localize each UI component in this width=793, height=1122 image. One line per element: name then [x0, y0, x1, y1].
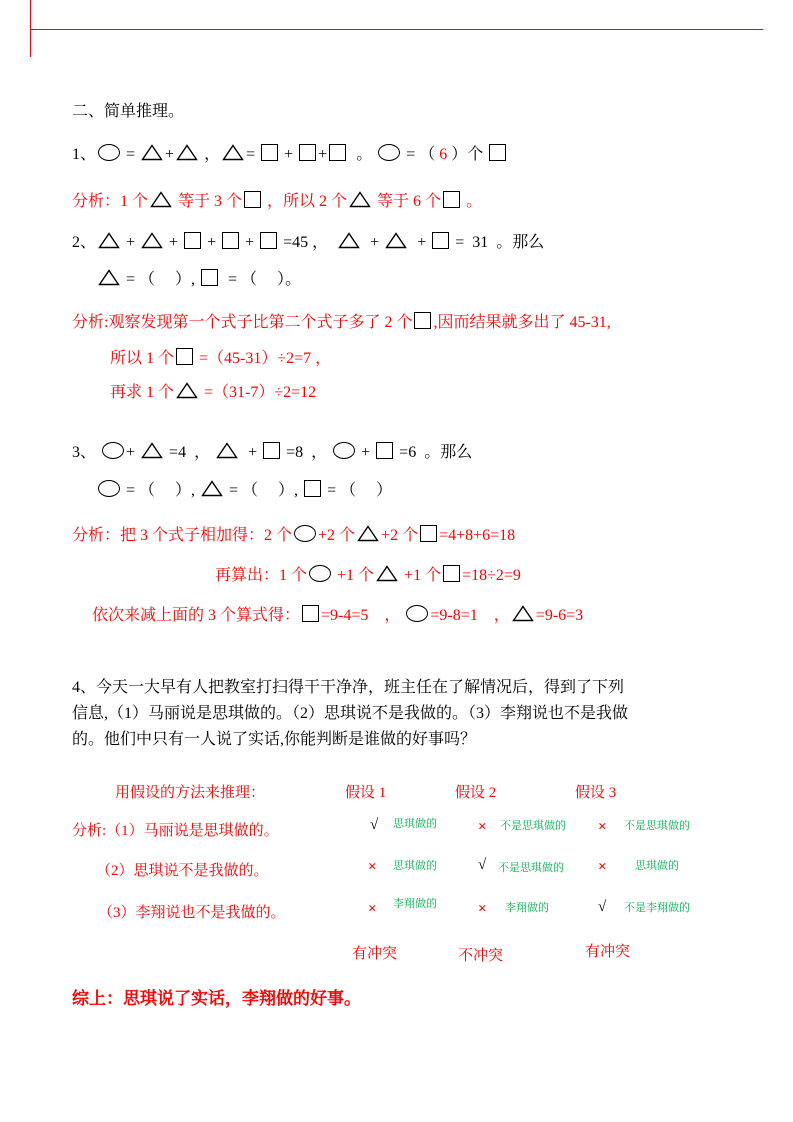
- verdict-1: 有冲突: [352, 946, 398, 962]
- circle-shape: [309, 565, 331, 582]
- square-shape: [329, 144, 346, 161]
- problem3-analysis-line1: [72, 524, 515, 548]
- square-shape: [184, 232, 201, 249]
- hypothesis-row2-mark1: ×: [368, 859, 377, 875]
- triangle-shape: [349, 191, 371, 208]
- text-segment: +: [362, 234, 384, 251]
- text-segment: +: [357, 444, 375, 461]
- triangle-shape: [150, 191, 172, 208]
- triangle-shape: [357, 525, 379, 542]
- circle-shape: [98, 480, 120, 497]
- text-segment: =9-6=3: [535, 607, 584, 624]
- problem2-analysis-line1: [72, 311, 611, 335]
- hypothesis-row1-mark3: ×: [598, 819, 607, 835]
- circle-shape: [102, 442, 124, 459]
- problem3-equation: [72, 441, 472, 465]
- hypothesis-row2-label2: 不是思琪做的: [498, 862, 564, 874]
- square-shape: [302, 605, 319, 622]
- text-segment: +: [122, 234, 140, 251]
- text-segment: ，: [200, 146, 221, 163]
- square-shape: [304, 480, 321, 497]
- square-shape: [443, 191, 460, 208]
- verdict-3: 有冲突: [585, 944, 631, 960]
- text-segment: =（45-31）÷2=7 ，: [195, 350, 332, 367]
- text-segment: = 31 。那么: [451, 234, 545, 251]
- triangle-shape: [98, 232, 120, 249]
- text-segment: 。: [462, 193, 483, 210]
- text-segment: +1 个: [333, 567, 375, 584]
- triangle-shape: [376, 565, 398, 582]
- triangle-shape: [512, 605, 534, 622]
- text-segment: =9-8=1 ，: [430, 607, 510, 624]
- text-segment: 再求 1 个: [110, 384, 175, 401]
- hypothesis-row1-label2: 不是思琪做的: [500, 820, 566, 832]
- verdict-2: 不冲突: [458, 948, 504, 964]
- text-segment: 所以 1 个: [110, 350, 175, 367]
- text-segment: = （ ）,: [122, 482, 200, 499]
- circle-shape: [378, 144, 400, 161]
- text-segment: =4+8+6=18: [439, 527, 516, 544]
- text-segment: +: [409, 234, 431, 251]
- square-shape: [260, 232, 277, 249]
- text-segment: =9-4=5 ，: [321, 607, 405, 624]
- hypothesis-row3-label1: 李翔做的: [393, 898, 437, 910]
- hypothesis-row1-mark2: ×: [478, 819, 487, 835]
- text-segment: = （ ）,: [122, 271, 200, 288]
- text-segment: = （: [402, 146, 440, 163]
- text-segment: 依次来减上面的 3 个算式得：: [92, 607, 301, 624]
- hypothesis-row3-label3: 不是李翔做的: [624, 902, 690, 914]
- hypothesis-col2-header: 假设 2: [455, 785, 497, 801]
- text-segment: 。: [285, 271, 302, 288]
- text-segment: 等于 6 个: [373, 193, 442, 210]
- square-shape: [299, 144, 316, 161]
- text-segment: 分析：把 3 个式子相加得：2 个: [72, 527, 293, 544]
- triangle-shape: [385, 232, 407, 249]
- hypothesis-row2-mark3: ×: [598, 859, 607, 875]
- triangle-shape: [222, 144, 244, 161]
- hypothesis-row2-statement: （2）思琪说不是我做的。: [96, 863, 269, 879]
- text-segment: 分析:观察发现第一个式子比第二个式子多了 2 个: [72, 314, 413, 331]
- triangle-shape: [201, 480, 223, 497]
- square-shape: [489, 144, 506, 161]
- text-segment: 分析：1 个: [72, 193, 149, 210]
- problem2-equation: [72, 231, 544, 255]
- square-shape: [443, 565, 460, 582]
- square-shape: [420, 525, 437, 542]
- circle-shape: [406, 605, 428, 622]
- text-segment: +: [318, 146, 328, 163]
- hypothesis-row1-label3: 不是思琪做的: [624, 820, 690, 832]
- text-segment: ）个: [447, 146, 488, 163]
- problem4-text-line2: 信息,（1）马丽说是思琪做的。（2）思琪说不是我做的。（3）李翔说也不是我做: [72, 705, 629, 722]
- hypothesis-row2-label1: 思琪做的: [393, 860, 437, 872]
- text-segment: ，所以 2 个: [263, 193, 348, 210]
- hypothesis-col3-header: 假设 3: [575, 785, 617, 801]
- square-shape: [376, 442, 393, 459]
- text-segment: +: [240, 444, 262, 461]
- text-segment: =6 。那么: [395, 444, 473, 461]
- hypothesis-row3-mark3: √: [598, 899, 607, 915]
- triangle-shape: [216, 442, 238, 459]
- triangle-shape: [98, 269, 120, 286]
- square-shape: [222, 232, 239, 249]
- circle-shape: [98, 144, 120, 161]
- problem2-analysis-line3: [110, 381, 316, 405]
- problem4-text-line3: 的。他们中只有一人说了实话,你能判断是谁做的好事吗？: [72, 731, 477, 748]
- problem4-text-line1: 4、今天一大早有人把教室打扫得干干净净，班主任在了解情况后，得到了下列: [72, 679, 625, 696]
- text-segment: 。: [348, 146, 377, 163]
- triangle-shape: [176, 144, 198, 161]
- problem1-analysis: [72, 190, 482, 214]
- text-segment: 6: [439, 146, 448, 163]
- square-shape: [414, 312, 431, 329]
- text-segment: 再算出：1 个: [215, 567, 308, 584]
- text-segment: =（31-7）÷2=12: [200, 384, 317, 401]
- hypothesis-row2-mark2: √: [478, 857, 487, 873]
- text-segment: =45 ，: [279, 234, 337, 251]
- triangle-shape: [141, 232, 163, 249]
- text-segment: =: [122, 146, 140, 163]
- hypothesis-row1-mark1: √: [370, 817, 379, 833]
- triangle-shape: [338, 232, 360, 249]
- conclusion-text: 综上：思琪说了实话，李翔做的好事。: [72, 989, 361, 1008]
- hypothesis-row1-statement: 分析:（1）马丽说是思琪做的。: [72, 823, 279, 839]
- square-shape: [176, 348, 193, 365]
- problem1-equation: [72, 143, 508, 167]
- square-shape: [201, 269, 218, 286]
- text-segment: 等于 3 个: [174, 193, 243, 210]
- text-segment: +2 个: [381, 527, 419, 544]
- text-segment: = （ ）: [220, 271, 286, 288]
- circle-shape: [294, 525, 316, 542]
- text-segment: +1 个: [400, 567, 442, 584]
- text-segment: =8 ，: [282, 444, 332, 461]
- text-segment: 1、: [72, 146, 97, 163]
- hypothesis-intro: 用假设的方法来推理：: [115, 785, 266, 801]
- text-segment: =18÷2=9: [462, 567, 521, 584]
- text-segment: +2 个: [318, 527, 356, 544]
- problem3-analysis-line2: [215, 564, 521, 588]
- hypothesis-row3-label2: 李翔做的: [505, 902, 549, 914]
- text-segment: =: [246, 146, 260, 163]
- text-segment: +: [203, 234, 221, 251]
- hypothesis-row3-statement: （3）李翔说也不是我做的。: [98, 905, 286, 921]
- text-segment: =4 ，: [165, 444, 215, 461]
- hypothesis-row3-mark2: ×: [478, 901, 487, 917]
- problem3-analysis-line3: [92, 604, 583, 628]
- hypothesis-row3-mark1: ×: [368, 901, 377, 917]
- text-segment: +: [241, 234, 259, 251]
- square-shape: [244, 191, 261, 208]
- text-segment: = （ ）: [323, 482, 393, 499]
- text-segment: 2、: [72, 234, 97, 251]
- text-segment: +: [126, 444, 140, 461]
- text-segment: ,因而结果就多出了 45-31,: [433, 314, 611, 331]
- triangle-shape: [141, 442, 163, 459]
- hypothesis-row2-label3: 思琪做的: [635, 860, 679, 872]
- text-segment: +: [165, 146, 175, 163]
- problem2-answers: [96, 268, 301, 292]
- triangle-shape: [141, 144, 163, 161]
- square-shape: [263, 442, 280, 459]
- red-horizontal-border-line: [30, 29, 763, 30]
- text-segment: +: [280, 146, 298, 163]
- text-segment: +: [165, 234, 183, 251]
- triangle-shape: [176, 382, 198, 399]
- hypothesis-row1-label1: 思琪做的: [393, 818, 437, 830]
- square-shape: [432, 232, 449, 249]
- hypothesis-col1-header: 假设 1: [345, 785, 387, 801]
- problem3-answers: [96, 479, 392, 503]
- section-title: 二、简单推理。: [72, 103, 185, 120]
- problem2-analysis-line2: [110, 347, 331, 371]
- circle-shape: [333, 442, 355, 459]
- square-shape: [261, 144, 278, 161]
- text-segment: = （ ）,: [225, 482, 303, 499]
- text-segment: 3、: [72, 444, 101, 461]
